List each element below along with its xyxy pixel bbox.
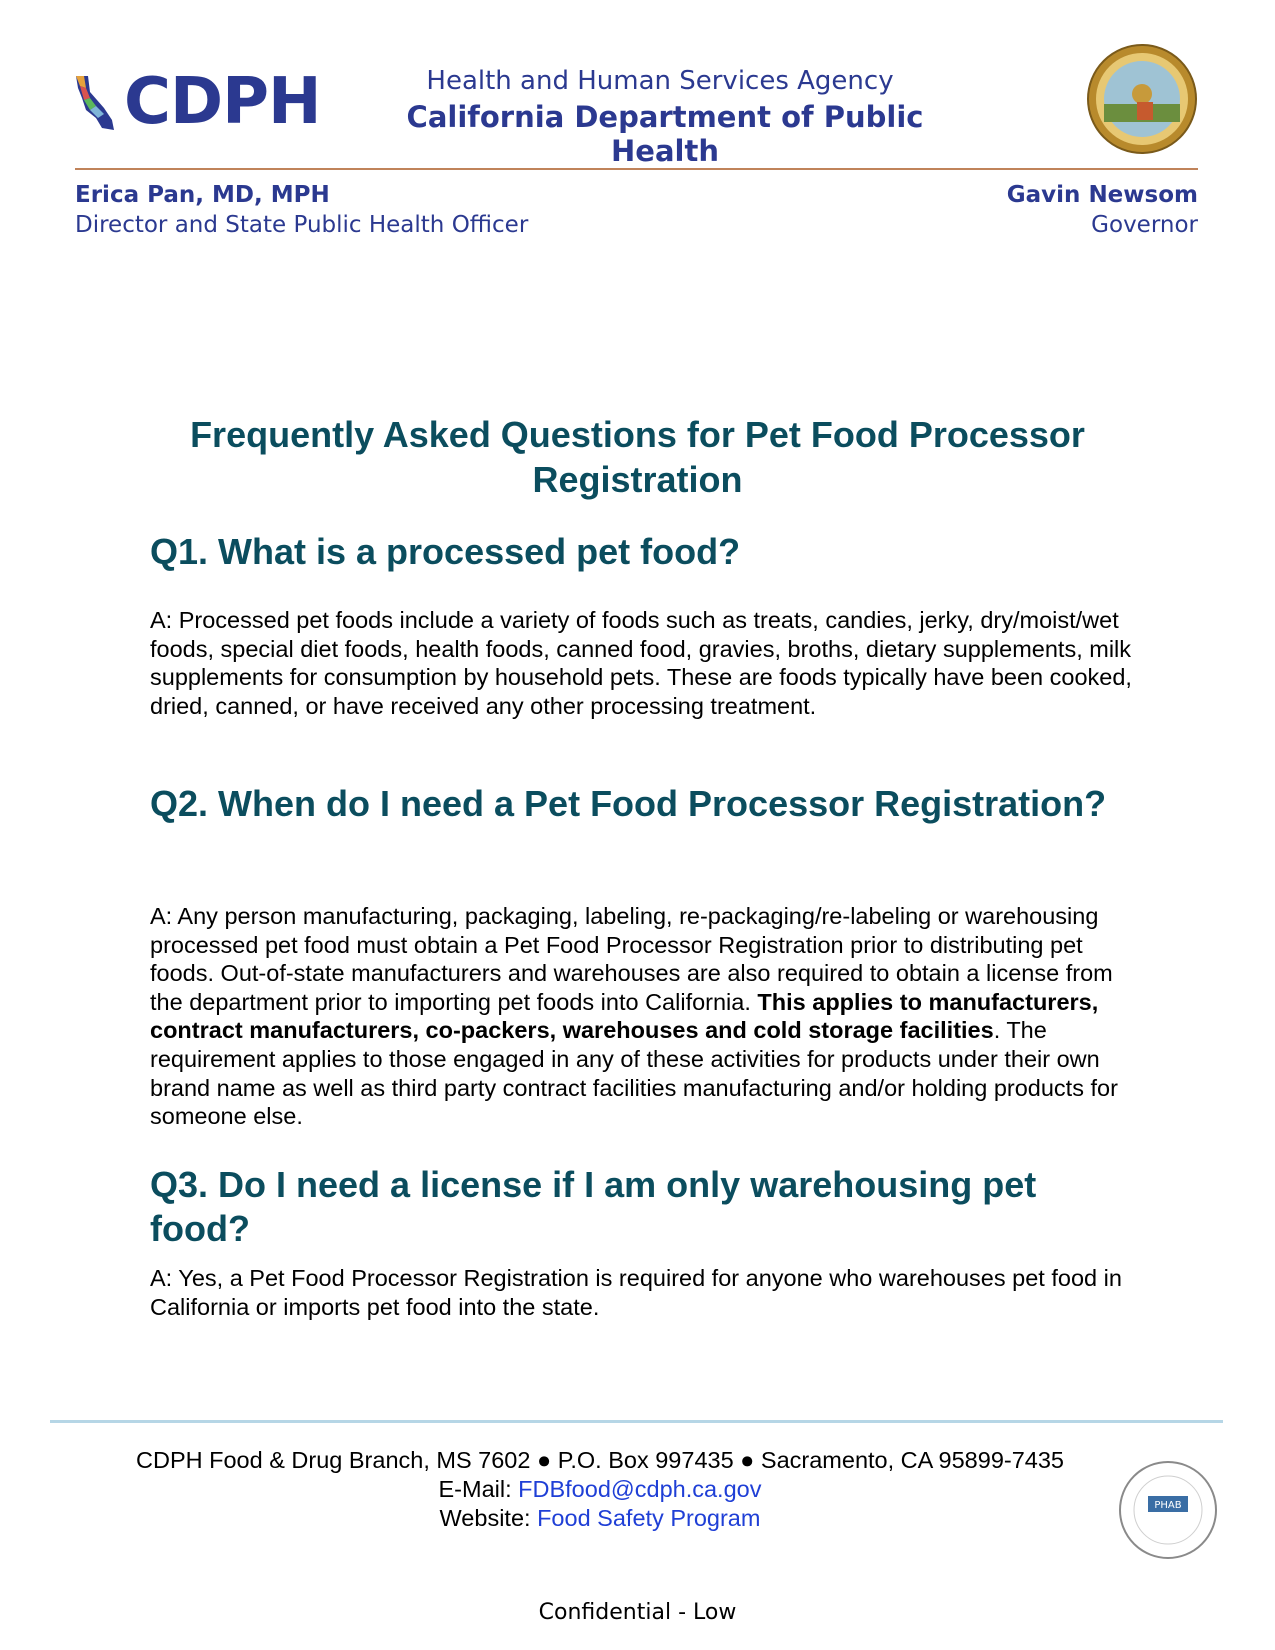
agency-name: Health and Human Services Agency — [426, 66, 894, 96]
department-name: California Department of Public Health — [406, 100, 924, 168]
phab-accreditation-seal-icon — [1118, 1460, 1218, 1560]
faq-answer-2 — [150, 902, 1140, 1131]
state-seal-icon — [1087, 44, 1197, 154]
website-label: Website: — [439, 1505, 538, 1531]
footer-email-line — [60, 1476, 1140, 1503]
faq-answer-3 — [150, 1264, 1140, 1321]
email-link[interactable]: FDBfood@cdph.ca.gov — [518, 1476, 762, 1502]
faq-answer-1-text: A: Processed pet foods include a variety of foods such as treats, candies, jerky, dry/moist/wet foods, special diet foods, health foods, canned food, gravies, broths, dietary supplements, milk supplements for consumption by household pets. These are foods typically have been cooked, dried, canned, or have received any other processing treatment. — [150, 607, 1132, 719]
faq-question-1: Q1. What is a processed pet food? — [150, 531, 741, 572]
faq-answer-2-text-b: . The requirement applies to those engaged in any of these activities for products under their own brand name as well as third party contract facilities manufacturing and/or holding products for someone else. — [150, 1017, 1118, 1130]
phab-text: PHAB — [1154, 1500, 1182, 1511]
director-title: Director and State Public Health Officer — [75, 212, 529, 238]
website-link[interactable]: Food Safety Program — [537, 1505, 761, 1531]
email-label: E-Mail: — [438, 1476, 519, 1502]
faq-question-2: Q2. When do I need a Pet Food Processor Registration? — [150, 783, 1107, 824]
faq-question-3: Q3. Do I need a license if I am only warehousing pet food? — [150, 1164, 1037, 1249]
faq-answer-3-text: A: Yes, a Pet Food Processor Registration is required for anyone who warehouses pet food in California or imports pet food into the state. — [150, 1265, 1122, 1320]
governor-name: Gavin Newsom — [1006, 182, 1198, 208]
faq-answer-2-bold: This applies to manufacturers, contract manufacturers, co-packers, warehouses and cold storage facilities — [150, 988, 1099, 1044]
governor-title: Governor — [1091, 212, 1198, 238]
document-title: Frequently Asked Questions for Pet Food Processor Registration — [190, 414, 1085, 500]
faq-answer-2-text-a: A: Any person manufacturing, packaging, labeling, re-packaging/re-labeling or warehousing processed pet food must obtain a Pet Food Processor Registration prior to distributing pet foods. Out-of-state manufacturers and warehouses are also required to obtain a license from the department prior to importing pet foods into California. — [150, 903, 1113, 1015]
faq-answer-1 — [150, 606, 1140, 720]
footer-address: CDPH Food & Drug Branch, MS 7602 ● P.O. Box 997435 ● Sacramento, CA 95899-7435 — [136, 1447, 1064, 1473]
header-divider — [75, 168, 1198, 170]
footer-divider — [50, 1420, 1223, 1423]
footer-website-line — [60, 1505, 1140, 1532]
logo-text: CDPH — [124, 65, 321, 139]
cdph-logo — [74, 65, 321, 139]
director-name: Erica Pan, MD, MPH — [75, 182, 330, 208]
confidentiality-label: Confidential - Low — [538, 1600, 737, 1625]
california-map-icon — [74, 74, 122, 132]
